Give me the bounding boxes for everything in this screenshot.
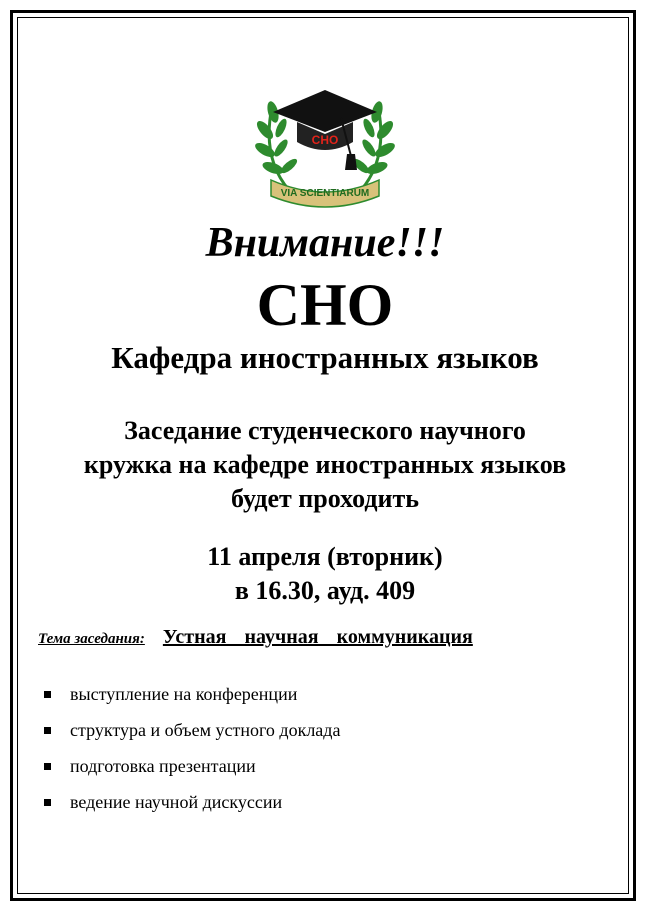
logo-motto: VIA SCIENTIARUM (280, 188, 370, 199)
org-title: СНО (256, 272, 394, 338)
schedule-date: 11 апреля (вторник) (207, 542, 443, 571)
announcement-line: Заседание студенческого научного (124, 416, 526, 445)
announcement-line: кружка на кафедре иностранных языков (83, 450, 567, 479)
cap-text: СНО (311, 133, 339, 147)
bullet-icon (44, 727, 51, 734)
agenda-list (44, 676, 340, 820)
schedule (0, 540, 650, 608)
list-item-text: ведение научной дискуссии (70, 792, 283, 812)
graduation-cap-icon (273, 90, 377, 170)
list-item (44, 784, 340, 820)
topic-line (38, 626, 473, 649)
announcement-text (0, 414, 650, 516)
schedule-time-room: в 16.30, ауд. 409 (234, 576, 416, 605)
bullet-icon (44, 691, 51, 698)
attention-heading: Внимание!!! (205, 220, 445, 266)
list-item-text: подготовка презентации (70, 756, 256, 776)
list-item (44, 676, 340, 712)
announcement-line: будет проходить (230, 484, 420, 513)
topic-label: Тема заседания: (38, 631, 145, 647)
list-item-text: структура и объем устного доклада (70, 720, 341, 740)
topic-value: Устная научная коммуникация (162, 626, 473, 648)
bullet-icon (44, 799, 51, 806)
list-item (44, 748, 340, 784)
list-item-text: выступление на конференции (70, 684, 298, 704)
sno-logo (253, 72, 397, 216)
department-title: Кафедра иностранных языков (111, 340, 539, 375)
list-item (44, 712, 340, 748)
bullet-icon (44, 763, 51, 770)
